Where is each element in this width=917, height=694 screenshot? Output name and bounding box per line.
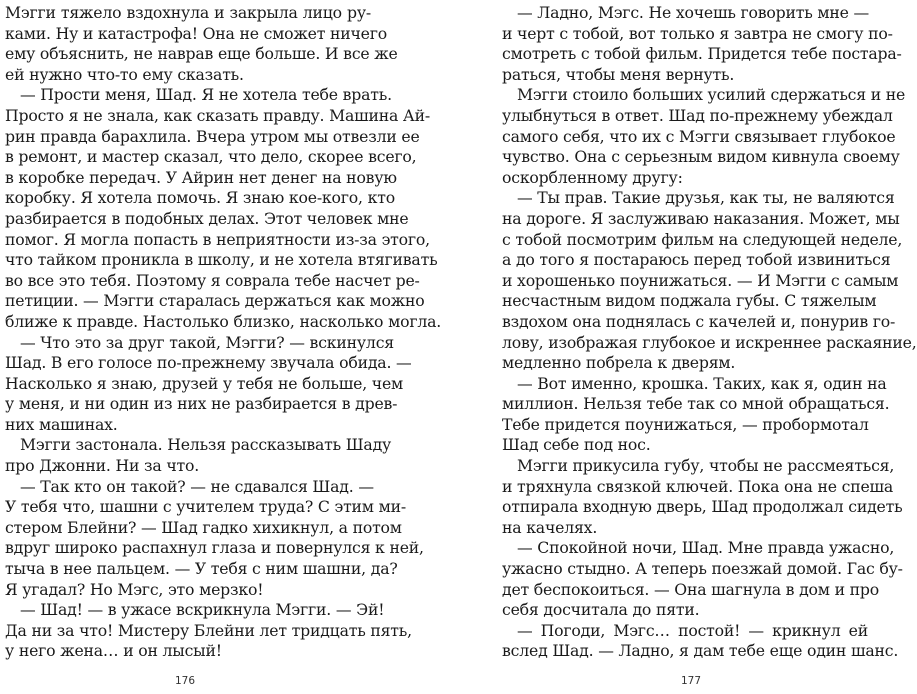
text-line: и черт с тобой, вот только я завтра не смогу по- [502, 23, 893, 43]
text-line: ближе к правде. Настолько близко, насколько могла. [5, 311, 442, 331]
left-page-number: 176 [175, 675, 196, 687]
text-line: в коробке передач. У Айрин нет денег на новую [5, 167, 397, 187]
text-line: отпирала входную дверь, Шад продолжал сидеть [502, 497, 903, 517]
text-line: — Шад! — в ужасе вскрикнула Мэгги. — Эй! [20, 600, 385, 620]
text-line: с тобой посмотрим фильм на следующей неделе, [502, 229, 903, 249]
text-line: себя досчитала до пяти. [502, 600, 700, 620]
text-line: — Прости меня, Шад. Я не хотела тебе врать. [20, 85, 392, 105]
text-line: что тайком проникла в школу, и не хотела втягивать [5, 250, 438, 270]
text-line: Я угадал? Но Мэгс, это мерзко! [5, 579, 264, 599]
text-line: — Что это за друг такой, Мэгги? — вскинулся [20, 332, 394, 352]
left-page [0, 0, 442, 694]
text-line: Насколько я знаю, друзей у тебя не больше, чем [5, 373, 404, 393]
right-page-text [502, 3, 917, 662]
text-line: — Ладно, Мэгс. Не хочешь говорить мне — [517, 3, 869, 22]
text-line: медленно побрела к дверям. [502, 353, 736, 373]
text-line: лову, изображая глубокое и искреннее раскаяние, [502, 332, 917, 352]
text-line: у него жена… и он лысый! [5, 641, 222, 661]
text-line: во все это тебя. Поэтому я соврала тебе насчет ре- [5, 270, 420, 290]
text-line: миллион. Нельзя тебе так со мной обращаться. [502, 394, 890, 414]
text-line: Мэгги тяжело вздохнула и закрыла лицо ру- [5, 3, 371, 22]
text-line: на качелях. [502, 517, 598, 537]
text-line: у меня, и ни один из них не разбирается в древ- [5, 394, 398, 414]
text-line: — Спокойной ночи, Шад. Мне правда ужасно, [517, 538, 895, 558]
text-line: — Погоди, Мэгс… постой! — крикнул ей [517, 620, 868, 640]
text-line: ему объяснить, не наврав еще больше. И все же [5, 44, 398, 64]
left-page-text [5, 3, 442, 662]
text-line: раться, чтобы меня вернуть. [502, 64, 735, 84]
text-line: на дороге. Я заслуживаю наказания. Может, мы [502, 208, 900, 228]
text-line: У тебя что, шашни с учителем труда? С этим ми- [5, 497, 406, 517]
text-line: помог. Я могла попасть в неприятности из-за этого, [5, 229, 430, 249]
text-line: Шад себе под нос. [502, 435, 651, 455]
text-line: Да ни за что! Мистеру Блейни лет тридцать пять, [5, 620, 412, 640]
text-line: Просто я не знала, как сказать правду. Машина Ай- [5, 105, 430, 125]
text-line: ками. Ну и катастрофа! Она не сможет ничего [5, 23, 388, 43]
text-line: несчастным видом поджала губы. С тяжелым [502, 291, 877, 311]
text-line: и тряхнула связкой ключей. Пока она не спеша [502, 476, 894, 496]
text-line: самого себя, что их с Мэгги связывает глубокое [502, 126, 896, 146]
text-line: — Ты прав. Такие друзья, как ты, не валяются [517, 188, 895, 208]
text-line: разбирается в подобных делах. Этот человек мне [5, 208, 409, 228]
text-line: смотреть с тобой фильм. Придется тебе постара- [502, 44, 902, 64]
text-line: ей нужно что-то ему сказать. [5, 64, 244, 84]
text-line: чувство. Она с серьезным видом кивнула своему [502, 147, 900, 167]
text-line: оскорбленному другу: [502, 167, 683, 187]
text-line: Мэгги стоило больших усилий сдержаться и не [517, 85, 906, 105]
text-line: в ремонт, и мастер сказал, что дело, скорее всего, [5, 147, 417, 167]
right-page-number: 177 [681, 675, 702, 687]
text-line: рин правда барахлила. Вчера утром мы отвезли ее [5, 126, 420, 146]
text-line: а до того я постараюсь перед тобой извиниться [502, 250, 891, 270]
text-line: дет беспокоиться. — Она шагнула в дом и про [502, 579, 879, 599]
text-line: — Так кто он такой? — не сдавался Шад. — [20, 476, 374, 496]
text-line: ужасно стыдно. А теперь поезжай домой. Гас бу- [502, 559, 903, 579]
text-line: коробку. Я хотела помочь. Я знаю кое-кого, кто [5, 188, 395, 208]
text-line: — Вот именно, крошка. Таких, как я, один на [517, 373, 887, 393]
text-line: вдруг широко распахнул глаза и повернулся к ней, [5, 538, 424, 558]
text-line: стером Блейни? — Шад гадко хихикнул, а потом [5, 517, 402, 537]
text-line: Мэгги застонала. Нельзя рассказывать Шаду [20, 435, 392, 455]
text-line: вздохом она поднялась с качелей и, понурив го- [502, 311, 896, 331]
text-line: тыча в нее пальцем. — У тебя с ним шашни, да? [5, 559, 398, 579]
text-line: петиции. — Мэгги старалась держаться как можно [5, 291, 425, 311]
text-line: Шад. В его голосе по-прежнему звучала обида. — [5, 353, 412, 373]
text-line: вслед Шад. — Ладно, я дам тебе еще один шанс. [502, 641, 899, 661]
text-line: Тебе придется поунижаться, — пробормотал [502, 414, 869, 434]
right-page [437, 0, 917, 694]
text-line: про Джонни. Ни за что. [5, 456, 199, 476]
text-line: Мэгги прикусила губу, чтобы не рассмеяться, [517, 456, 895, 476]
text-line: них машинах. [5, 414, 118, 434]
text-line: и хорошенько поунижаться. — И Мэгги с самым [502, 270, 899, 290]
text-line: улыбнуться в ответ. Шад по-прежнему убеждал [502, 105, 893, 125]
